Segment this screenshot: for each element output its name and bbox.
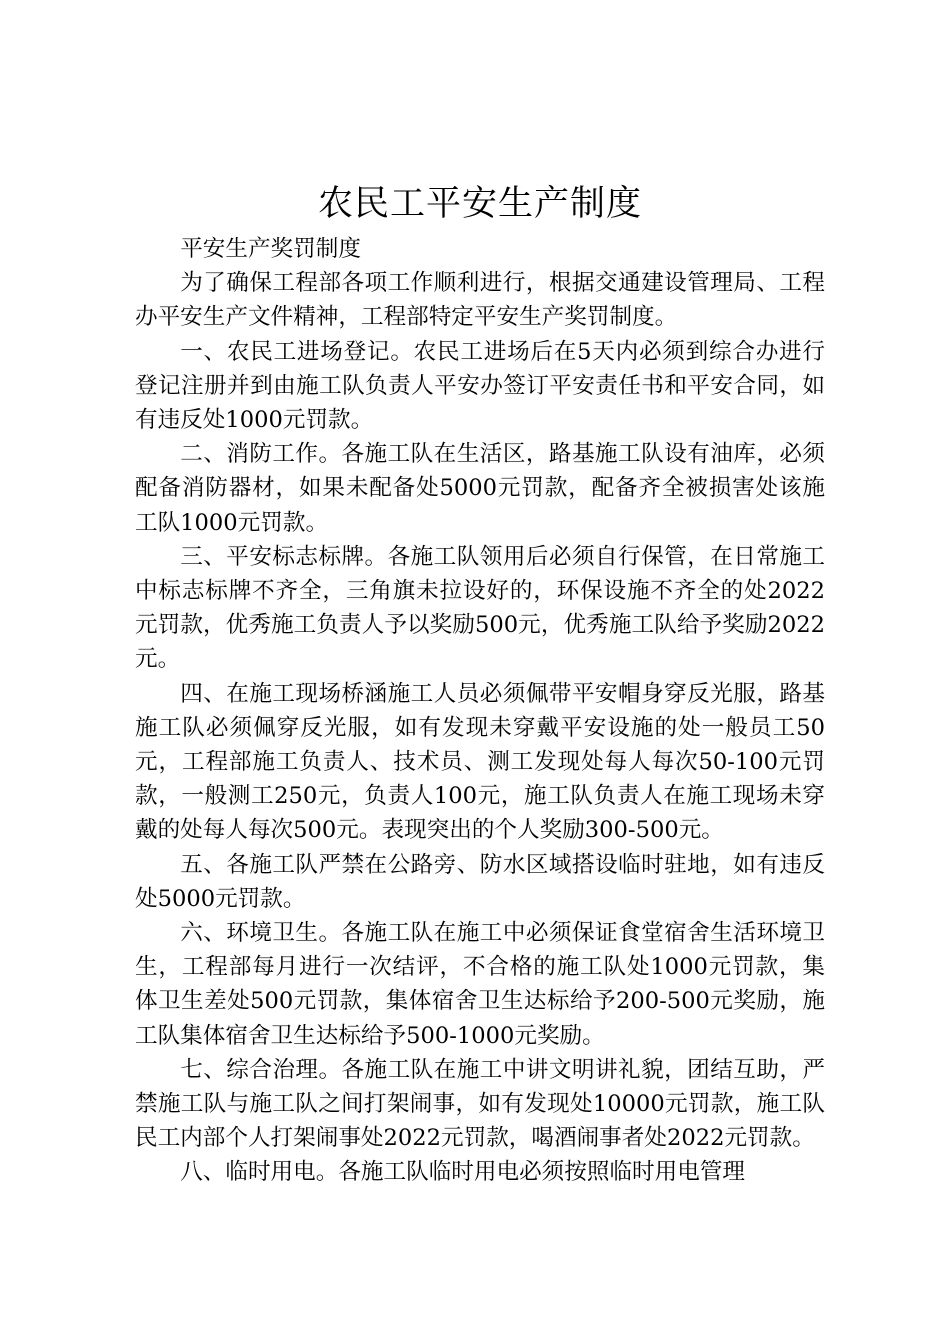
intro-paragraph: 为了确保工程部各项工作顺利进行，根据交通建设管理局、工程办平安生产文件精神，工程部特定平安生产奖罚制度。 xyxy=(135,270,825,331)
section-heading: 平安生产奖罚制度 xyxy=(180,236,361,262)
rule-paragraph-5: 五、各施工队严禁在公路旁、防水区域搭设临时驻地，如有违反处5000元罚款。 xyxy=(135,851,825,912)
rule-paragraph-3: 三、平安标志标牌。各施工队领用后必须自行保管，在日常施工中标志标牌不齐全，三角旗未拉设好的，环保设施不齐全的处2022元罚款，优秀施工负责人予以奖励500元，优秀施工队给予奖励2022元。 xyxy=(135,543,825,673)
rule-paragraph-1: 一、农民工进场登记。农民工进场后在5天内必须到综合办进行登记注册并到由施工队负责人平安办签订平安责任书和平安合同，如有违反处1000元罚款。 xyxy=(135,338,825,434)
document-title: 农民工平安生产制度 xyxy=(317,184,642,224)
rule-paragraph-2: 二、消防工作。各施工队在生活区，路基施工队设有油库，必须配备消防器材，如果未配备处5000元罚款，配备齐全被损害处该施工队1000元罚款。 xyxy=(135,441,825,536)
document-page xyxy=(135,180,825,1190)
rule-paragraph-7: 七、综合治理。各施工队在施工中讲文明讲礼貌，团结互助，严禁施工队与施工队之间打架闹事，如有发现处10000元罚款，施工队民工内部个人打架闹事处2022元罚款，喝酒闹事者处2022元罚款。 xyxy=(135,1056,825,1152)
rule-paragraph-8: 八、临时用电。各施工队临时用电必须按照临时用电管理 xyxy=(180,1159,746,1186)
rule-paragraph-6: 六、环境卫生。各施工队在施工中必须保证食堂宿舍生活环境卫生，工程部每月进行一次结评，不合格的施工队处1000元罚款，集体卫生差处500元罚款，集体宿舍卫生达标给予200-500元奖励，施工队集体宿舍卫生达标给予500-1000元奖励。 xyxy=(135,920,825,1049)
rule-paragraph-4: 四、在施工现场桥涵施工人员必须佩带平安帽身穿反光服，路基施工队必须佩穿反光服，如有发现未穿戴平安设施的处一般员工50元，工程部施工负责人、技术员、测工发现处每人每次50-100元罚款，一般测工250元，负责人100元，施工队负责人在施工现场未穿戴的处每人每次500元。表现突出的个人奖励300-500元。 xyxy=(135,680,825,844)
